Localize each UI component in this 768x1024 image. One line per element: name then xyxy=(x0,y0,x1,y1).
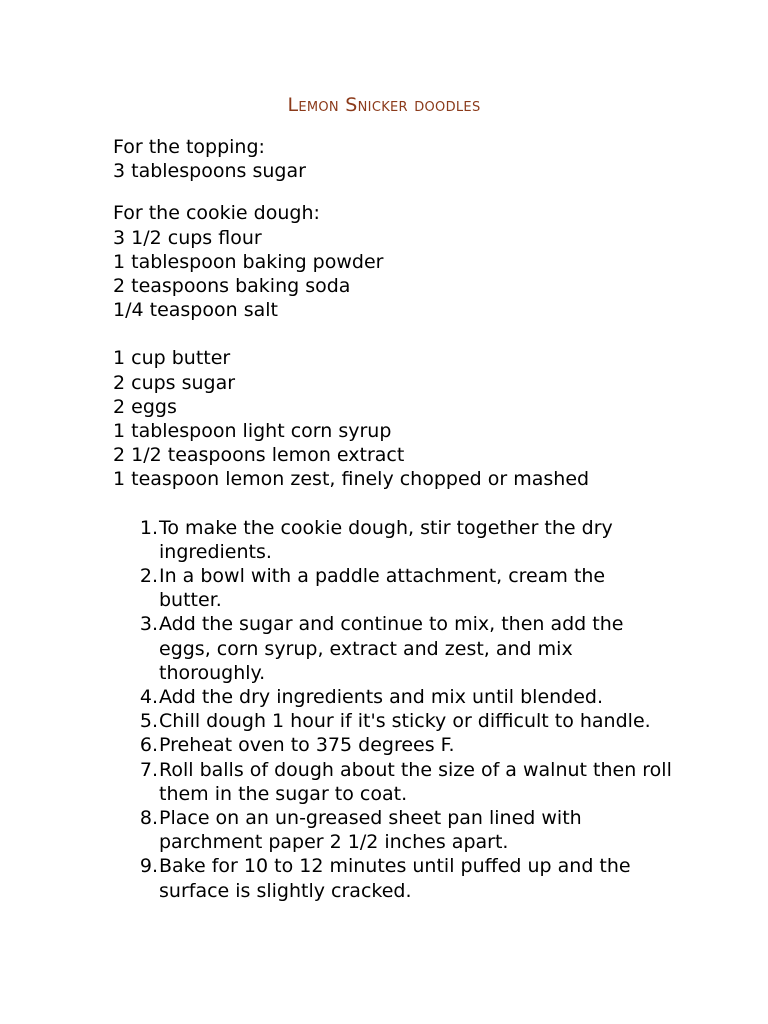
step-number: 3. xyxy=(139,613,158,636)
instruction-step xyxy=(113,685,673,709)
recipe-title: Lemon Snicker doodles xyxy=(287,94,481,116)
topping-item: 3 tablespoons sugar xyxy=(113,160,306,183)
instruction-step xyxy=(113,854,673,902)
dough-wet-item: 1 cup butter xyxy=(113,347,231,370)
step-text: Chill dough 1 hour if it's sticky or difficult to handle. xyxy=(159,710,651,733)
step-number: 7. xyxy=(139,758,158,781)
instruction-step xyxy=(113,758,673,806)
step-number: 2. xyxy=(139,565,158,588)
step-text: Roll balls of dough about the size of a walnut then roll them in the sugar to coat. xyxy=(159,758,672,805)
dough-wet-item: 2 1/2 teaspoons lemon extract xyxy=(113,444,405,467)
step-number: 4. xyxy=(139,686,158,709)
step-text: Preheat oven to 375 degrees F. xyxy=(159,734,455,757)
instruction-step xyxy=(113,612,673,685)
dough-dry-item: 1/4 teaspoon salt xyxy=(113,299,278,322)
step-text: Place on an un-greased sheet pan lined with parchment paper 2 1/2 inches apart. xyxy=(159,807,582,854)
instruction-step xyxy=(113,733,673,757)
step-text: Add the sugar and continue to mix, then add the eggs, corn syrup, extract and zest, and mix thoroughly. xyxy=(159,613,624,684)
step-text: To make the cookie dough, stir together the dry ingredients. xyxy=(159,516,613,563)
step-number: 1. xyxy=(139,516,158,539)
instruction-step xyxy=(113,564,673,612)
dough-wet-item: 1 teaspoon lemon zest, finely chopped or mashed xyxy=(113,468,590,491)
dough-heading: For the cookie dough: xyxy=(113,202,320,225)
recipe-body xyxy=(113,135,673,903)
topping-heading: For the topping: xyxy=(113,136,265,158)
dough-wet-item: 2 cups sugar xyxy=(113,371,236,394)
dough-wet-item: 1 tablespoon light corn syrup xyxy=(113,420,392,443)
instructions-list xyxy=(113,516,673,903)
step-text: Add the dry ingredients and mix until blended. xyxy=(159,686,604,709)
instruction-step xyxy=(113,806,673,854)
step-number: 9. xyxy=(139,855,158,878)
step-text: In a bowl with a paddle attachment, cream the butter. xyxy=(159,565,606,612)
step-text: Bake for 10 to 12 minutes until puffed up and the surface is slightly cracked. xyxy=(159,855,631,902)
dough-dry-item: 3 1/2 cups flour xyxy=(113,226,262,249)
step-number: 8. xyxy=(139,807,158,830)
instruction-step xyxy=(113,516,673,564)
dough-dry-item: 2 teaspoons baking soda xyxy=(113,275,351,298)
dough-dry-item: 1 tablespoon baking powder xyxy=(113,250,384,273)
step-number: 5. xyxy=(139,710,158,733)
step-number: 6. xyxy=(139,734,158,757)
instruction-step xyxy=(113,709,673,733)
dough-wet-item: 2 eggs xyxy=(113,395,177,418)
